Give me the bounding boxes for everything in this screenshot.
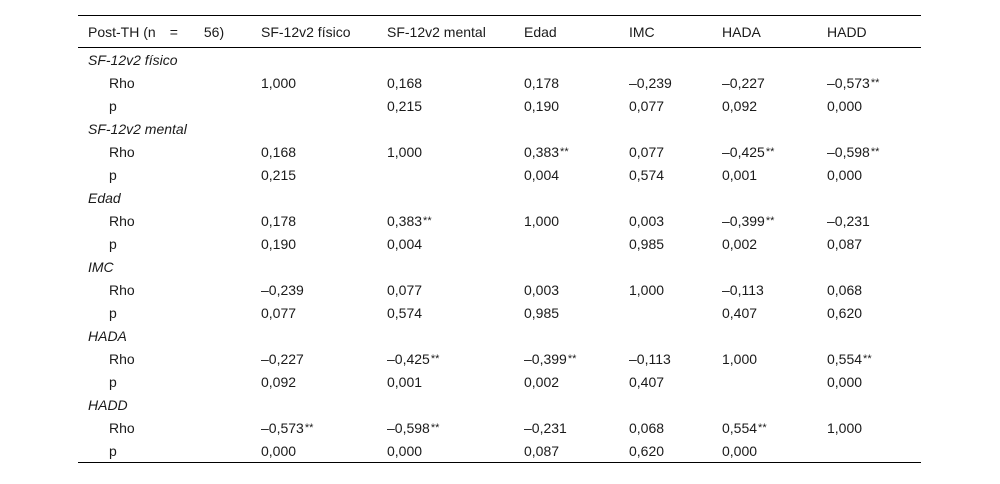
cell-value: –0,399 bbox=[524, 350, 567, 367]
cell-value: –0,227 bbox=[722, 74, 765, 91]
cell-value: –0,231 bbox=[524, 419, 567, 436]
cell-value: 0,001 bbox=[387, 373, 423, 390]
table-cell bbox=[722, 232, 827, 255]
table-cell bbox=[524, 439, 629, 463]
table-cell bbox=[524, 163, 629, 186]
table-cell bbox=[722, 347, 827, 370]
cell-value: 0,092 bbox=[722, 97, 758, 114]
table-cell bbox=[827, 347, 921, 370]
group-row bbox=[78, 393, 921, 416]
table-cell bbox=[827, 416, 921, 439]
table-cell bbox=[629, 71, 722, 94]
cell-value: 1,000 bbox=[629, 281, 665, 298]
column-header: HADD bbox=[827, 23, 867, 40]
p-row bbox=[78, 163, 921, 186]
column-header: SF-12v2 mental bbox=[387, 23, 486, 40]
table-cell bbox=[629, 347, 722, 370]
table-cell bbox=[827, 94, 921, 117]
cell-value: 0,168 bbox=[261, 143, 297, 160]
table-cell bbox=[629, 301, 722, 324]
cell-value: –0,425 bbox=[722, 143, 765, 160]
cell-value: 1,000 bbox=[722, 350, 758, 367]
table-cell bbox=[827, 209, 921, 232]
group-label: Edad bbox=[88, 189, 121, 206]
table-cell bbox=[387, 71, 524, 94]
table-cell bbox=[524, 209, 629, 232]
rho-row-label: Rho bbox=[109, 74, 135, 91]
cell-value: –0,425 bbox=[387, 350, 430, 367]
table-cell bbox=[827, 71, 921, 94]
table-cell bbox=[722, 163, 827, 186]
significance-marker: ** bbox=[560, 145, 569, 158]
table-cell bbox=[261, 232, 387, 255]
cell-value: 1,000 bbox=[387, 143, 423, 160]
cell-value: 0,178 bbox=[524, 74, 560, 91]
rho-row-label: Rho bbox=[109, 212, 135, 229]
cell-value: 0,068 bbox=[629, 419, 665, 436]
p-row-label: p bbox=[109, 373, 117, 390]
cell-value: 0,092 bbox=[261, 373, 297, 390]
cell-value: –0,113 bbox=[629, 350, 671, 367]
table-cell bbox=[387, 232, 524, 255]
table-cell bbox=[722, 140, 827, 163]
cell-value: 0,620 bbox=[629, 442, 665, 459]
table-cell bbox=[261, 94, 387, 117]
p-row bbox=[78, 94, 921, 117]
rho-row bbox=[78, 416, 921, 439]
table-cell bbox=[261, 140, 387, 163]
cell-value: 0,000 bbox=[827, 373, 863, 390]
table-cell bbox=[387, 140, 524, 163]
table-cell bbox=[387, 278, 524, 301]
table-cell bbox=[261, 163, 387, 186]
cell-value: 0,407 bbox=[722, 304, 758, 321]
column-header: IMC bbox=[629, 23, 655, 40]
rho-row bbox=[78, 278, 921, 301]
table-cell bbox=[629, 163, 722, 186]
table-cell bbox=[629, 94, 722, 117]
cell-value: 0,087 bbox=[524, 442, 560, 459]
table-cell bbox=[827, 439, 921, 463]
cell-value: 0,001 bbox=[722, 166, 758, 183]
table-cell bbox=[629, 278, 722, 301]
cell-value: 0,000 bbox=[827, 166, 863, 183]
table-cell bbox=[524, 232, 629, 255]
cell-value: –0,399 bbox=[722, 212, 765, 229]
rho-row bbox=[78, 209, 921, 232]
cell-value: 0,000 bbox=[261, 442, 297, 459]
table-cell bbox=[387, 94, 524, 117]
table-cell bbox=[524, 416, 629, 439]
p-row bbox=[78, 232, 921, 255]
group-label: SF-12v2 físico bbox=[88, 51, 178, 68]
column-header: HADA bbox=[722, 23, 761, 40]
cell-value: 0,383 bbox=[524, 143, 560, 160]
cell-value: –0,598 bbox=[827, 143, 870, 160]
significance-marker: ** bbox=[758, 421, 767, 434]
p-row-label: p bbox=[109, 166, 117, 183]
cell-value: 0,190 bbox=[524, 97, 560, 114]
table-cell bbox=[261, 347, 387, 370]
table-cell bbox=[387, 347, 524, 370]
cell-value: 0,087 bbox=[827, 235, 863, 252]
group-row bbox=[78, 324, 921, 347]
table-cell bbox=[524, 301, 629, 324]
table-cell bbox=[261, 71, 387, 94]
cell-value: 0,002 bbox=[722, 235, 758, 252]
table-cell bbox=[261, 416, 387, 439]
group-row bbox=[78, 48, 921, 72]
significance-marker: ** bbox=[430, 352, 440, 365]
table-cell bbox=[387, 163, 524, 186]
table-cell bbox=[629, 416, 722, 439]
cell-value: 0,077 bbox=[261, 304, 297, 321]
cell-value: 0,190 bbox=[261, 235, 297, 252]
p-row-label: p bbox=[109, 442, 117, 459]
group-label: IMC bbox=[88, 258, 114, 275]
table-cell bbox=[261, 301, 387, 324]
cell-value: 0,554 bbox=[722, 419, 758, 436]
table-header bbox=[78, 16, 921, 48]
significance-marker: ** bbox=[423, 214, 432, 227]
table-cell bbox=[387, 416, 524, 439]
group-row bbox=[78, 255, 921, 278]
rho-row-label: Rho bbox=[109, 419, 135, 436]
table-cell bbox=[387, 301, 524, 324]
cell-value: –0,239 bbox=[261, 281, 304, 298]
table-cell bbox=[629, 209, 722, 232]
cell-value: –0,573 bbox=[827, 74, 870, 91]
table-cell bbox=[827, 163, 921, 186]
table-cell bbox=[827, 370, 921, 393]
table-cell bbox=[261, 278, 387, 301]
table-cell bbox=[261, 370, 387, 393]
cell-value: 1,000 bbox=[827, 419, 863, 436]
table-cell bbox=[722, 416, 827, 439]
cell-value: 0,077 bbox=[629, 97, 665, 114]
header-equals: = bbox=[169, 23, 178, 40]
p-row bbox=[78, 301, 921, 324]
correlation-table-container bbox=[78, 15, 921, 463]
p-row bbox=[78, 370, 921, 393]
significance-marker: ** bbox=[765, 145, 775, 158]
cell-value: 0,985 bbox=[629, 235, 665, 252]
significance-marker: ** bbox=[765, 214, 775, 227]
significance-marker: ** bbox=[863, 352, 872, 365]
cell-value: 0,215 bbox=[387, 97, 423, 114]
p-row-label: p bbox=[109, 97, 117, 114]
cell-value: 0,574 bbox=[387, 304, 423, 321]
cell-value: 0,554 bbox=[827, 350, 863, 367]
table-cell bbox=[387, 370, 524, 393]
column-header: Edad bbox=[524, 23, 557, 40]
cell-value: 0,178 bbox=[261, 212, 297, 229]
header-row bbox=[78, 16, 921, 48]
cell-value: 0,003 bbox=[524, 281, 560, 298]
rho-row bbox=[78, 71, 921, 94]
cell-value: –0,113 bbox=[722, 281, 764, 298]
table-cell bbox=[387, 439, 524, 463]
p-row bbox=[78, 439, 921, 463]
rho-row-label: Rho bbox=[109, 143, 135, 160]
table-cell bbox=[722, 301, 827, 324]
cell-value: 0,985 bbox=[524, 304, 560, 321]
cell-value: –0,227 bbox=[261, 350, 304, 367]
p-row-label: p bbox=[109, 235, 117, 252]
cell-value: 0,068 bbox=[827, 281, 863, 298]
header-sample-size bbox=[78, 16, 261, 48]
significance-marker: ** bbox=[304, 421, 314, 434]
table-cell bbox=[261, 439, 387, 463]
cell-value: 0,620 bbox=[827, 304, 863, 321]
table-cell bbox=[722, 209, 827, 232]
significance-marker: ** bbox=[567, 352, 577, 365]
table-cell bbox=[387, 209, 524, 232]
table-cell bbox=[629, 370, 722, 393]
cell-value: 0,003 bbox=[629, 212, 665, 229]
cell-value: 0,077 bbox=[387, 281, 423, 298]
table-cell bbox=[827, 232, 921, 255]
cell-value: 0,574 bbox=[629, 166, 665, 183]
group-label: SF-12v2 mental bbox=[88, 120, 187, 137]
table-cell bbox=[524, 94, 629, 117]
cell-value: 1,000 bbox=[261, 74, 297, 91]
table-cell bbox=[524, 140, 629, 163]
significance-marker: ** bbox=[870, 76, 880, 89]
header-first-label: Post-TH (n bbox=[88, 23, 156, 40]
table-cell bbox=[524, 370, 629, 393]
cell-value: 0,004 bbox=[524, 166, 560, 183]
significance-marker: ** bbox=[430, 421, 440, 434]
cell-value: –0,573 bbox=[261, 419, 304, 436]
cell-value: –0,231 bbox=[827, 212, 870, 229]
cell-value: 0,215 bbox=[261, 166, 297, 183]
cell-value: 0,000 bbox=[827, 97, 863, 114]
table-cell bbox=[722, 278, 827, 301]
table-cell bbox=[722, 71, 827, 94]
cell-value: 0,168 bbox=[387, 74, 423, 91]
significance-marker: ** bbox=[870, 145, 880, 158]
rho-row-label: Rho bbox=[109, 281, 135, 298]
cell-value: 0,077 bbox=[629, 143, 665, 160]
cell-value: 0,004 bbox=[387, 235, 423, 252]
table-body bbox=[78, 48, 921, 463]
table-cell bbox=[827, 140, 921, 163]
header-n-value: 56) bbox=[203, 23, 225, 40]
cell-value: 0,383 bbox=[387, 212, 423, 229]
table-cell bbox=[524, 71, 629, 94]
table-cell bbox=[722, 94, 827, 117]
cell-value: 1,000 bbox=[524, 212, 560, 229]
p-row-label: p bbox=[109, 304, 117, 321]
table-cell bbox=[629, 439, 722, 463]
table-cell bbox=[524, 347, 629, 370]
rho-row bbox=[78, 347, 921, 370]
group-row bbox=[78, 117, 921, 140]
table-cell bbox=[827, 301, 921, 324]
cell-value: 0,000 bbox=[387, 442, 423, 459]
table-cell bbox=[629, 140, 722, 163]
group-row bbox=[78, 186, 921, 209]
table-cell bbox=[827, 278, 921, 301]
correlation-table bbox=[78, 15, 921, 463]
group-label: HADD bbox=[88, 396, 128, 413]
column-header: SF-12v2 físico bbox=[261, 23, 351, 40]
table-cell bbox=[524, 278, 629, 301]
table-cell bbox=[261, 209, 387, 232]
cell-value: 0,407 bbox=[629, 373, 665, 390]
group-label: HADA bbox=[88, 327, 127, 344]
table-cell bbox=[722, 370, 827, 393]
rho-row bbox=[78, 140, 921, 163]
cell-value: –0,239 bbox=[629, 74, 672, 91]
table-cell bbox=[629, 232, 722, 255]
table-cell bbox=[722, 439, 827, 463]
cell-value: –0,598 bbox=[387, 419, 430, 436]
cell-value: 0,002 bbox=[524, 373, 560, 390]
rho-row-label: Rho bbox=[109, 350, 135, 367]
cell-value: 0,000 bbox=[722, 442, 758, 459]
